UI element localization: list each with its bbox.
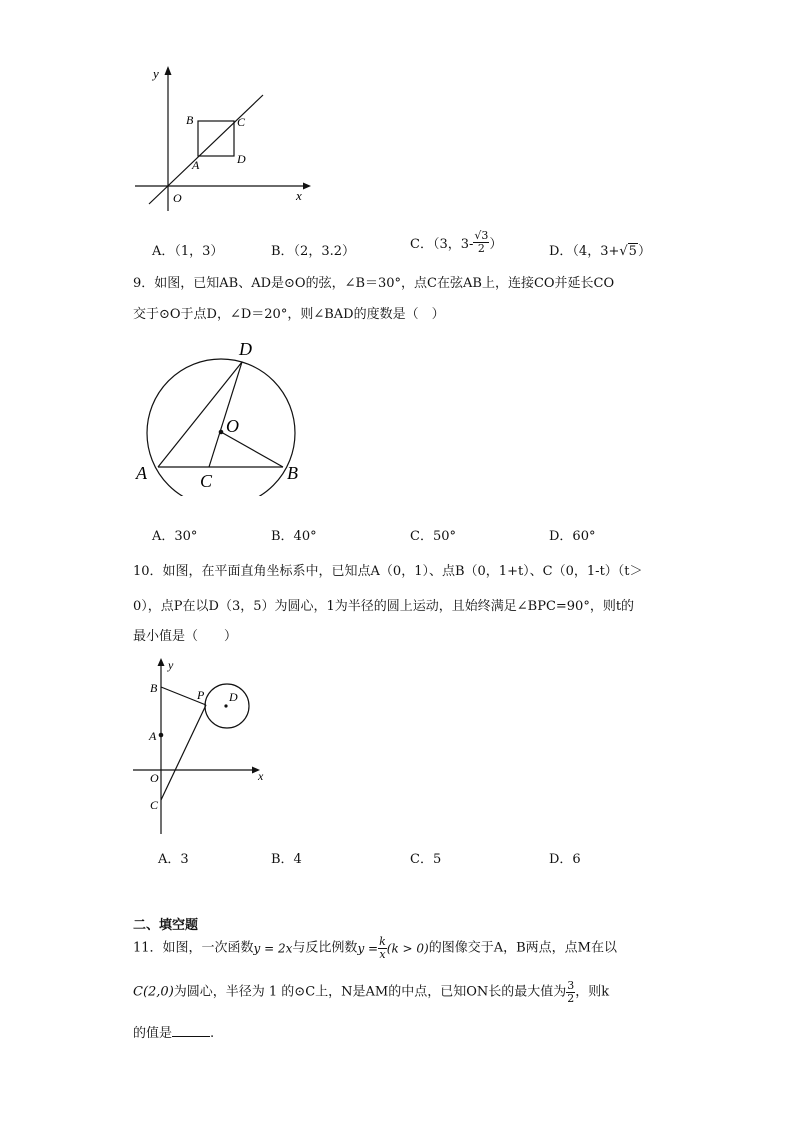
q11-text-7: .	[210, 1026, 215, 1041]
q8-option-b: B．（2，3.2）	[271, 244, 355, 259]
q10-stem-line2: 0），点P在以D（3，5）为圆心，1为半径的圆上运动，且始终满足∠BPC=90°，则t的	[133, 599, 635, 614]
q8-option-d: D．（4，3+√5）	[549, 244, 651, 259]
label-d: D	[239, 339, 252, 359]
q8-c-denominator: 2	[477, 242, 485, 255]
figure-q8-coordinate-square	[125, 58, 325, 218]
section-heading-fill-in: 二、填空题	[133, 918, 199, 933]
label-a: A	[136, 463, 147, 483]
q11-line3	[133, 1024, 214, 1044]
q8-option-a: A．（1，3）	[152, 244, 224, 259]
center-point-d	[224, 704, 227, 707]
y-axis-arrow	[165, 66, 172, 75]
q8-option-d-suffix: ）	[637, 244, 651, 259]
y-axis-arrow	[158, 658, 165, 666]
q11-k-over-x	[378, 936, 387, 961]
segment-ob	[221, 432, 283, 467]
q8-c-numerator: √3	[474, 229, 489, 242]
point-a	[159, 733, 164, 738]
q8-option-c-fraction	[473, 230, 489, 255]
chord-ad	[158, 362, 242, 467]
x-axis-arrow	[303, 183, 311, 190]
q11-point-c: C(2,0)	[133, 984, 174, 1000]
q8-option-c	[410, 230, 502, 255]
segment-cd	[209, 362, 242, 467]
label-c: C	[200, 471, 213, 491]
label-x: x	[296, 188, 302, 203]
label-d: D	[237, 152, 246, 166]
q11-text-6: 的值是	[133, 1026, 173, 1041]
label-a: A	[149, 729, 157, 743]
q11-text-2: 与反比例数	[292, 940, 358, 956]
diagonal-line	[149, 95, 263, 204]
q11-text-3: 的图像交于A，B两点，点M在以	[428, 940, 617, 956]
q8-option-c-suffix: ）	[489, 237, 503, 252]
q11-line1	[133, 936, 617, 961]
q8-option-d-radicand: 5	[628, 244, 637, 259]
q9-stem-line2: 交于⊙O于点D，∠D＝20°，则∠BAD的度数是（ ）	[133, 307, 445, 322]
label-y: y	[168, 658, 174, 672]
label-b: B	[186, 113, 194, 127]
q8-option-d-prefix: D．（4，3+	[549, 244, 620, 259]
label-o: O	[150, 771, 159, 785]
q11-text-5: ，则k	[575, 984, 610, 1000]
q11-k-condition: (k > 0)	[386, 941, 429, 956]
label-x: x	[258, 769, 264, 783]
label-a: A	[192, 158, 200, 172]
q11-k-denominator: x	[379, 948, 386, 961]
label-o: O	[226, 416, 239, 436]
segment-cp	[161, 705, 206, 800]
label-c: C	[150, 798, 159, 812]
q11-line2	[133, 980, 609, 1005]
q11-max-numerator: 3	[567, 979, 575, 992]
label-b: B	[150, 681, 158, 695]
q10-stem-line3: 最小值是（ ）	[133, 629, 238, 644]
q10-option-c: C．5	[410, 852, 442, 867]
q11-linear-function: y = 2x	[253, 941, 293, 956]
label-o: O	[173, 191, 182, 205]
q9-stem-line1: 9．如图，已知AB、AD是⊙O的弦，∠B＝30°，点C在弦AB上，连接CO并延长CO	[133, 276, 615, 291]
center-point-o	[219, 430, 224, 435]
q10-option-b: B．4	[271, 852, 302, 867]
q11-max-denominator: 2	[567, 992, 575, 1005]
q11-inverse-y: y =	[357, 941, 379, 956]
q11-k-numerator: k	[379, 935, 386, 948]
q9-option-a: A．30°	[152, 529, 198, 544]
square-abcd	[198, 121, 234, 156]
label-c: C	[237, 115, 246, 129]
q10-stem-line1: 10．如图，在平面直角坐标系中，已知点A（0，1）、点B（0，1+t）、C（0，1-t）（t＞	[133, 564, 643, 579]
figure-q10-circle-coordinate	[128, 654, 278, 838]
q10-option-a: A．3	[158, 852, 189, 867]
q10-option-d: D．6	[549, 852, 581, 867]
q8-option-c-prefix: C．（3，3-	[410, 237, 474, 252]
q11-max-fraction	[566, 980, 575, 1005]
q11-answer-blank[interactable]	[172, 1024, 210, 1037]
label-d: D	[229, 690, 238, 704]
label-b: B	[287, 463, 298, 483]
q11-text-4: 为圆心，半径为 1 的⊙C上，N是AM的中点，已知ON长的最大值为	[173, 984, 567, 1000]
q9-option-b: B．40°	[271, 529, 317, 544]
label-p: P	[197, 688, 205, 702]
q9-option-c: C．50°	[410, 529, 456, 544]
figure-q9-circle	[130, 336, 310, 496]
q9-option-d: D．60°	[549, 529, 596, 544]
label-y: y	[153, 66, 159, 81]
q11-text-1: 11．如图，一次函数	[133, 940, 254, 956]
